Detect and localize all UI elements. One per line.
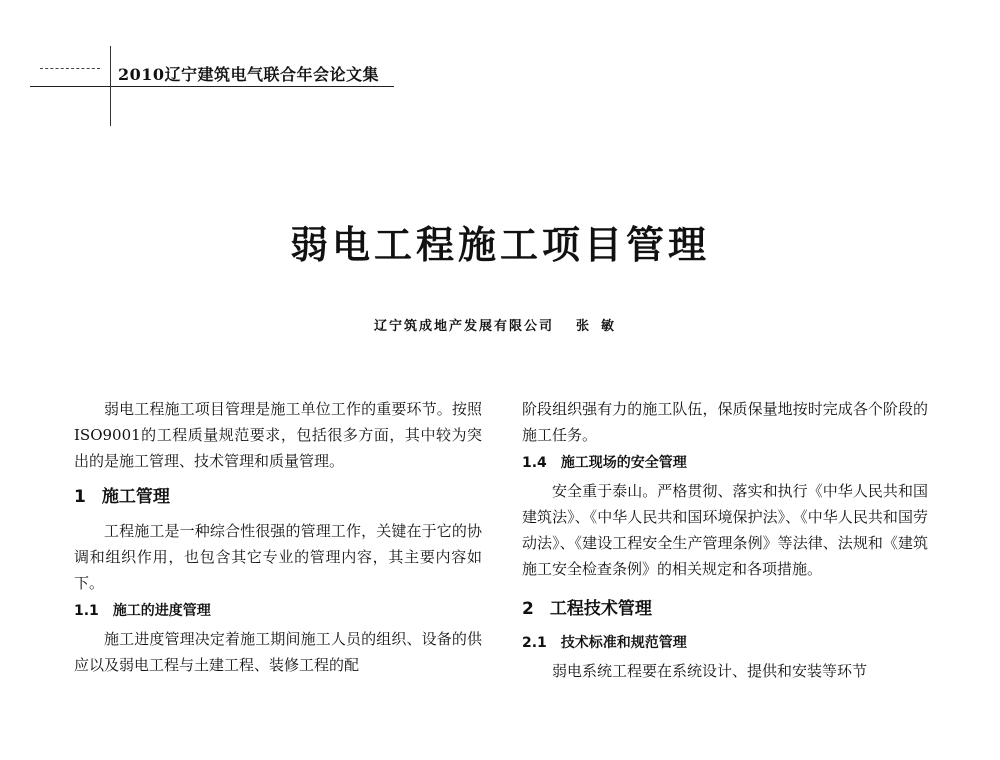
subsection-number: 2.1 (522, 635, 547, 651)
paper-title: 弱电工程施工项目管理 (289, 223, 710, 267)
subsection-heading (522, 450, 928, 476)
subsection-heading (522, 630, 928, 656)
subsection-number: 1.4 (522, 455, 547, 471)
body-paragraph: 施工进度管理决定着施工期间施工人员的组织、设备的供应以及弱电工程与土建工程、装修工程的配 (74, 630, 482, 674)
author: 张敏 (576, 319, 627, 334)
subsection-title: 施工现场的安全管理 (560, 455, 687, 471)
header-vertical-line (110, 46, 111, 126)
subsection-number: 1.1 (74, 603, 99, 619)
body-paragraph: 安全重于泰山。严格贯彻、落实和执行《中华人民共和国建筑法》、《中华人民共和国环境保护法》、《中华人民共和国劳动法》、《建设工程安全生产管理条例》等法律、法规和《建筑施工安全检查条例》的相关规定和各项措施。 (522, 482, 928, 578)
byline (0, 315, 1000, 334)
section-title: 工程技术管理 (549, 599, 652, 619)
body-paragraph: 弱电系统工程要在系统设计、提供和安装等环节 (552, 662, 868, 680)
affiliation: 辽宁筑成地产发展有限公司 (373, 319, 554, 334)
section-number: 2 (522, 599, 534, 619)
section-heading (522, 596, 928, 622)
subsection-title: 施工的进度管理 (112, 603, 211, 619)
header-rule (30, 86, 394, 87)
body-paragraph: 工程施工是一种综合性很强的管理工作，关键在于它的协调和组织作用，也包含其它专业的管理内容，其主要内容如下。 (74, 522, 482, 592)
right-column (522, 396, 928, 684)
left-column (74, 396, 482, 678)
section-title: 施工管理 (101, 487, 170, 507)
subsection-heading (74, 598, 482, 624)
header-dash-rule (40, 68, 100, 69)
section-heading (74, 484, 482, 510)
section-number: 1 (74, 487, 86, 507)
intro-paragraph: 弱电工程施工项目管理是施工单位工作的重要环节。按照ISO9001的工程质量规范要求，包括很多方面，其中较为突出的是施工管理、技术管理和质量管理。 (74, 400, 482, 470)
journal-title: 2010辽宁建筑电气联合年会论文集 (118, 65, 380, 84)
subsection-title: 技术标准和规范管理 (560, 635, 687, 651)
continued-paragraph: 阶段组织强有力的施工队伍，保质保量地按时完成各个阶段的施工任务。 (522, 400, 928, 444)
